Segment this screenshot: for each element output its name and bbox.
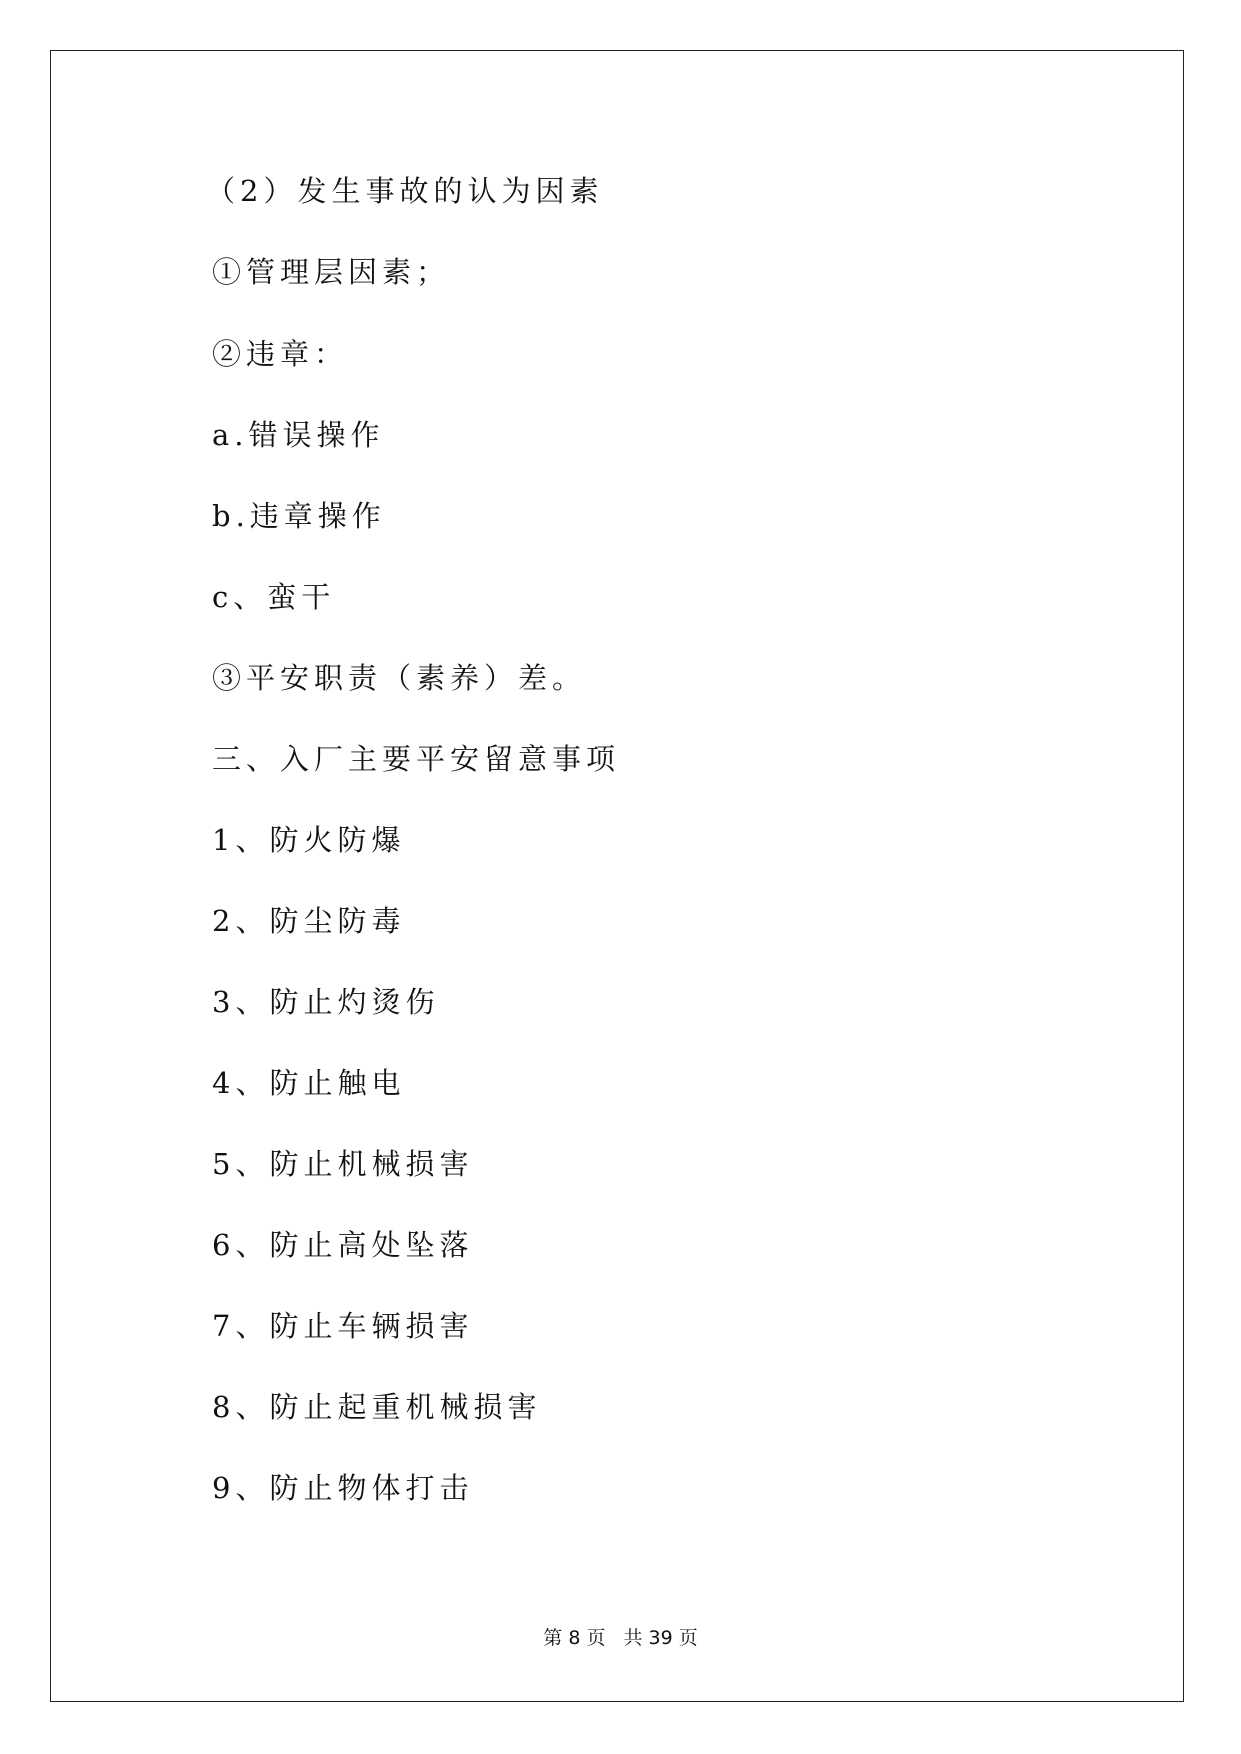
list-item-electric-shock: 4、防止触电 bbox=[212, 1066, 406, 1100]
list-item-reckless-work: c、蛮干 bbox=[212, 580, 336, 614]
list-item-fire-explosion: 1、防火防爆 bbox=[212, 823, 406, 857]
list-item-fall-from-height: 6、防止高处坠落 bbox=[212, 1228, 474, 1262]
list-item-mechanical-injury: 5、防止机械损害 bbox=[212, 1147, 474, 1181]
section-heading-safety-notes: 三、入厂主要平安留意事项 bbox=[212, 742, 621, 776]
subsection-heading-accident-causes: （2）发生事故的认为因素 bbox=[206, 174, 604, 208]
list-item-management-factors: ①管理层因素； bbox=[212, 255, 451, 289]
list-item-violations: ②违章： bbox=[212, 337, 349, 371]
list-item-burns: 3、防止灼烫伤 bbox=[212, 985, 440, 1019]
list-item-vehicle-injury: 7、防止车辆损害 bbox=[212, 1309, 474, 1343]
page-number-total: 共 39 页 bbox=[623, 1627, 698, 1649]
list-item-object-strike: 9、防止物体打击 bbox=[212, 1471, 474, 1505]
page-number-current: 第 8 页 bbox=[543, 1627, 606, 1649]
list-item-illegal-operation: b.违章操作 bbox=[212, 499, 386, 533]
list-item-dust-poison: 2、防尘防毒 bbox=[212, 904, 406, 938]
list-item-wrong-operation: a.错误操作 bbox=[212, 418, 385, 452]
list-item-poor-safety-responsibility: ③平安职责（素养）差。 bbox=[212, 661, 587, 695]
page-border bbox=[50, 50, 1184, 1702]
page-footer bbox=[0, 1623, 1241, 1650]
list-item-crane-injury: 8、防止起重机械损害 bbox=[212, 1390, 542, 1424]
